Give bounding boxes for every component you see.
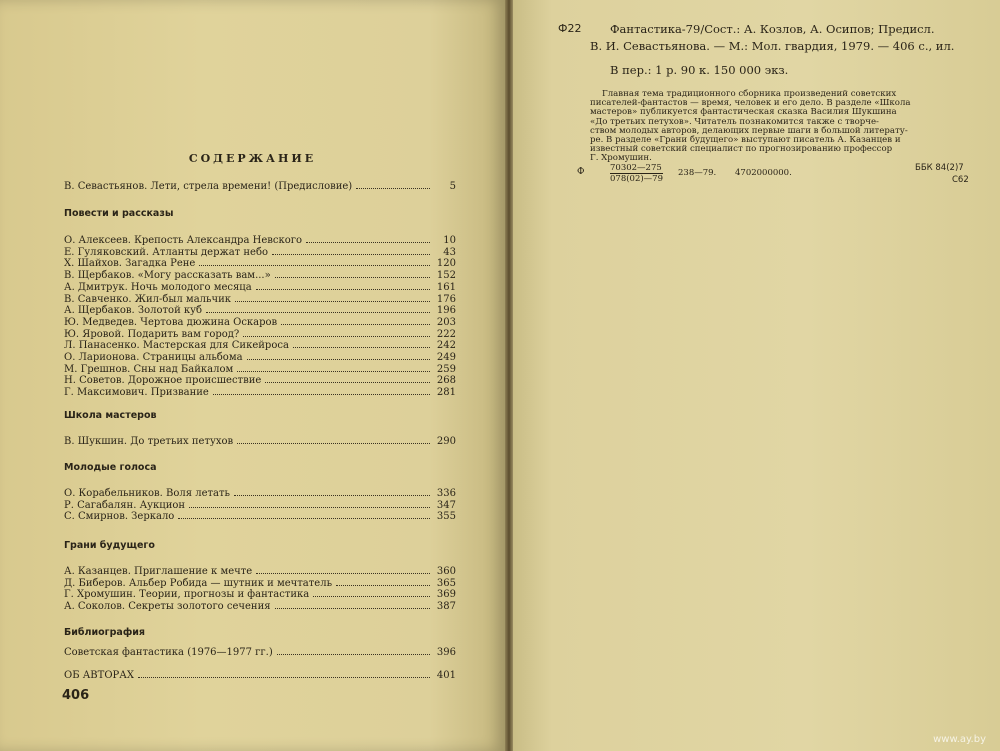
toc-entry-title: М. Грешнов. Сны над Байкалом — [64, 364, 234, 375]
toc-entry — [64, 646, 456, 659]
dot-leader — [275, 269, 430, 278]
card-line-1: Фантастика-79/Сост.: А. Козлов, А. Осипов; Предисл. — [610, 22, 935, 36]
dot-leader — [234, 487, 430, 496]
toc-entry-page: 347 — [436, 500, 456, 511]
dot-leader — [237, 435, 430, 444]
toc-section-title: Молодые голоса — [64, 462, 157, 473]
fraction-tail: 238—79. — [678, 168, 717, 178]
abstract-line: мастеров» публикуется фантастическая сказка Василия Шукшина — [590, 107, 897, 118]
toc-entry-page: 268 — [436, 375, 456, 386]
toc-entry-page: 196 — [436, 305, 456, 316]
toc-entry — [64, 435, 456, 448]
toc-entry-title: О. Ларионова. Страницы альбома — [64, 352, 243, 363]
abstract-line: ством молодых авторов, делающих первые шаги в большой литерату- — [590, 125, 908, 136]
toc-entry-page: 5 — [449, 181, 456, 192]
abstract-line: ре. В разделе «Грани будущего» выступают писатель А. Казанцев и — [590, 135, 901, 146]
dot-leader — [206, 304, 430, 313]
toc-entry-title: В. Щербаков. «Могу рассказать вам...» — [64, 270, 271, 281]
toc-section-title: Грани будущего — [64, 540, 155, 551]
toc-entry-title: А. Дмитрук. Ночь молодого месяца — [64, 282, 252, 293]
toc-entry-title: Е. Гуляковский. Атланты держат небо — [64, 247, 268, 258]
abstract-line: писателей-фантастов — время, человек и его дело. В разделе «Школа — [590, 98, 911, 109]
toc-entry-title: Р. Сагабалян. Аукцион — [64, 500, 186, 511]
toc-entry-page: 360 — [436, 566, 456, 577]
dot-leader — [281, 316, 430, 325]
toc-heading: СОДЕРЖАНИЕ — [188, 152, 317, 165]
toc-entry-page: 222 — [436, 329, 456, 340]
toc-entry-title: В. Шукшин. До третьих петухов — [64, 436, 234, 447]
toc-entry-title: Х. Шайхов. Загадка Рене — [64, 258, 196, 269]
toc-section-title: Повести и рассказы — [64, 208, 174, 219]
toc-entry-title: Ю. Яровой. Подарить вам город? — [64, 329, 240, 340]
book-gutter — [505, 0, 513, 751]
dot-leader — [306, 234, 430, 243]
dot-leader — [356, 180, 430, 189]
dot-leader — [272, 246, 430, 255]
toc-entry-title: Н. Советов. Дорожное происшествие — [64, 375, 262, 386]
toc-entry-page: 336 — [436, 488, 456, 499]
toc-entry-page: 401 — [436, 670, 456, 681]
toc-entry-page: 203 — [436, 317, 456, 328]
toc-entry — [64, 510, 456, 523]
toc-section-title: Библиография — [64, 627, 146, 638]
card-line-2: В. И. Севастьянова. — М.: Мол. гвардия, 1979. — 406 с., ил. — [590, 39, 955, 53]
dot-leader — [265, 374, 430, 383]
dot-leader — [189, 499, 430, 508]
toc-entry-title: С. Смирнов. Зеркало — [64, 511, 175, 522]
dot-leader — [256, 281, 430, 290]
index-code: Ф22 — [558, 22, 582, 35]
abstract-line: Г. Хромушин. — [590, 153, 652, 164]
toc-entry-title: О. Алексеев. Крепость Александра Невского — [64, 235, 302, 246]
abstract-line: «До третьих петухов». Читатель познакомится также с творче- — [590, 116, 879, 127]
abstract-text — [590, 90, 980, 164]
bbk-sub: С62 — [952, 175, 969, 185]
toc-entry-title: В. Севастьянов. Лети, стрела времени! (Предисловие) — [64, 181, 353, 192]
dot-leader — [199, 257, 430, 266]
toc-entry-page: 152 — [436, 270, 456, 281]
toc-entry-title: Д. Биберов. Альбер Робида — шутник и мечтатель — [64, 578, 333, 589]
toc-entry-page: 176 — [436, 294, 456, 305]
toc-entry — [64, 180, 456, 193]
dot-leader — [256, 565, 430, 574]
toc-entry-title: Ю. Медведев. Чертова дюжина Оскаров — [64, 317, 278, 328]
dot-leader — [235, 293, 430, 302]
abstract-line: Главная тема традиционного сборника произведений советских — [602, 89, 897, 99]
page-number: 406 — [62, 688, 90, 703]
dot-leader — [237, 363, 430, 372]
catalog-fraction — [610, 163, 663, 184]
toc-entry-page: 120 — [436, 258, 456, 269]
footer-letter: Ф — [577, 167, 585, 177]
toc-entry — [64, 600, 456, 613]
toc-entry-page: 281 — [436, 387, 456, 398]
fraction-numerator: 70302—275 — [610, 163, 662, 173]
card-line-3: В пер.: 1 р. 90 к. 150 000 экз. — [610, 63, 789, 77]
toc-entry-title: ОБ АВТОРАХ — [64, 670, 134, 681]
toc-section-title: Школа мастеров — [64, 410, 157, 421]
toc-entry-page: 355 — [436, 511, 456, 522]
dot-leader — [178, 510, 430, 519]
toc-entry-title: Советская фантастика (1976—1977 гг.) — [64, 647, 273, 658]
toc-entry-page: 249 — [436, 352, 456, 363]
toc-entry-title: Г. Хромушин. Теории, прогнозы и фантастика — [64, 589, 310, 600]
toc-entry-page: 161 — [436, 282, 456, 293]
toc-entry-title: А. Казанцев. Приглашение к мечте — [64, 566, 253, 577]
toc-entry — [64, 669, 456, 682]
toc-entry-page: 290 — [436, 436, 456, 447]
toc-entry-title: А. Соколов. Секреты золотого сечения — [64, 601, 271, 612]
abstract-line: известный советский специалист по прогнозированию профессор — [590, 144, 893, 155]
dot-leader — [336, 577, 430, 586]
dot-leader — [243, 328, 430, 337]
toc-entry-page: 369 — [436, 589, 456, 600]
toc-entry-page: 387 — [436, 601, 456, 612]
dot-leader — [247, 351, 430, 360]
toc-entry-page: 242 — [436, 340, 456, 351]
site-watermark: www.ay.by — [933, 734, 986, 745]
dot-leader — [293, 339, 430, 348]
toc-entry-title: Г. Максимович. Призвание — [64, 387, 209, 398]
toc-entry-title: А. Щербаков. Золотой куб — [64, 305, 203, 316]
dot-leader — [277, 646, 430, 655]
toc-entry — [64, 386, 456, 399]
bbk-code: ББК 84(2)7 — [915, 163, 964, 173]
toc-entry-page: 365 — [436, 578, 456, 589]
dot-leader — [138, 669, 430, 678]
toc-entry-title: В. Савченко. Жил-был мальчик — [64, 294, 231, 305]
fraction-code: 4702000000. — [735, 168, 792, 178]
toc-entry-page: 43 — [443, 247, 456, 258]
fraction-denominator: 078(02)—79 — [610, 174, 663, 184]
toc-entry-page: 396 — [436, 647, 456, 658]
dot-leader — [275, 600, 430, 609]
dot-leader — [213, 386, 430, 395]
toc-entry-title: Л. Панасенко. Мастерская для Сикейроса — [64, 340, 289, 351]
toc-entry-title: О. Корабельников. Воля летать — [64, 488, 230, 499]
toc-entry-page: 259 — [436, 364, 456, 375]
toc-entry-page: 10 — [443, 235, 456, 246]
dot-leader — [313, 588, 430, 597]
